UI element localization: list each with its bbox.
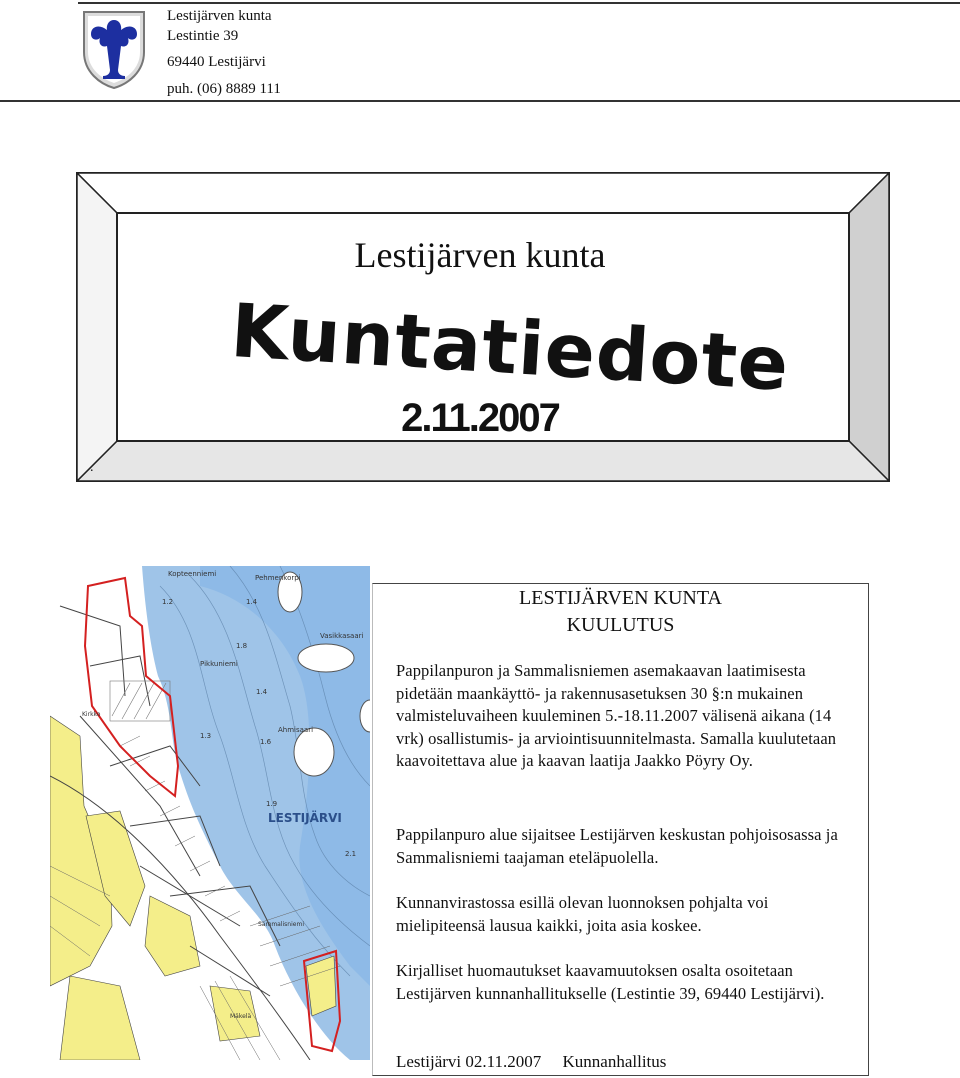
svg-text:Pikkuniemi: Pikkuniemi [200,660,238,668]
letterhead-phone: puh. (06) 8889 111 [167,81,281,97]
svg-text:1.2: 1.2 [162,598,174,606]
notice-paragraph: Kirjalliset huomautukset kaavamuutoksen osalta osoitetaan Lestijärven kunnanhallitukselle (Lestintie 39, 69440 Lestijärvi). [396,961,825,1003]
svg-text:2.1: 2.1 [345,850,357,858]
svg-text:1.4: 1.4 [246,598,258,606]
banner-title: Lestijärven kunta [354,235,606,275]
notice-paragraph: Pappilanpuro alue sijaitsee Lestijärven keskustan pohjoisosassa ja Sammalisniemi taajaman eteläpuolella. [396,825,838,867]
svg-text:Pehmenkorpi: Pehmenkorpi [255,574,301,582]
svg-text:1.3: 1.3 [200,732,212,740]
svg-text:1.9: 1.9 [266,800,278,808]
svg-text:Ahmisaari: Ahmisaari [278,726,314,734]
header-rule [78,2,960,4]
letterhead-postal: 69440 Lestijärvi [167,54,266,70]
banner-main-title: Kuntatiedote [228,288,792,408]
banner-date: 2.11.2007 [401,396,559,440]
svg-text:Vasikkasaari: Vasikkasaari [320,632,364,640]
svg-text:Mäkelä: Mäkelä [230,1013,252,1020]
notice-heading: LESTIJÄRVEN KUNTA [519,587,722,609]
notice-paragraph: Kunnanvirastossa esillä olevan luonnoksen pohjalta voi mielipiteensä lausua kaikki, joita asia koskee. [396,893,769,935]
svg-text:1.8: 1.8 [236,642,248,650]
svg-text:Kirkko: Kirkko [82,711,101,718]
notice-paragraph: Pappilanpuron ja Sammalisniemen asemakaavan laatimisesta pidetään maankäyttö- ja rakennusasetuksen 30 §:n mukainen valmisteluvaiheen kuuleminen 5.-18.11.2007 välisenä aikana (14 vrk) osallistumis- ja arviointisuunnitelmasta. Samalla kuulutetaan kaavoitettava alue ja kaavan laatija Jaakko Pöyry Oy. [396,661,837,771]
svg-text:LESTIJÄRVI: LESTIJÄRVI [268,811,342,825]
letterhead-street: Lestintie 39 [167,28,239,44]
svg-text:Kopteenniemi: Kopteenniemi [168,570,217,578]
svg-text:1.6: 1.6 [260,738,272,746]
notice-signature: Lestijärvi 02.11.2007 Kunnanhallitus [396,1052,667,1071]
header-divider [0,100,960,102]
letterhead-name: Lestijärven kunta [167,8,272,24]
stray-mark: . [90,460,94,475]
notice-subheading: KUULUTUS [566,614,675,636]
svg-text:1.4: 1.4 [256,688,268,696]
svg-text:Sammalisniemi: Sammalisniemi [258,921,304,928]
coat-of-arms-icon [80,8,148,90]
zoning-map [50,566,370,1060]
